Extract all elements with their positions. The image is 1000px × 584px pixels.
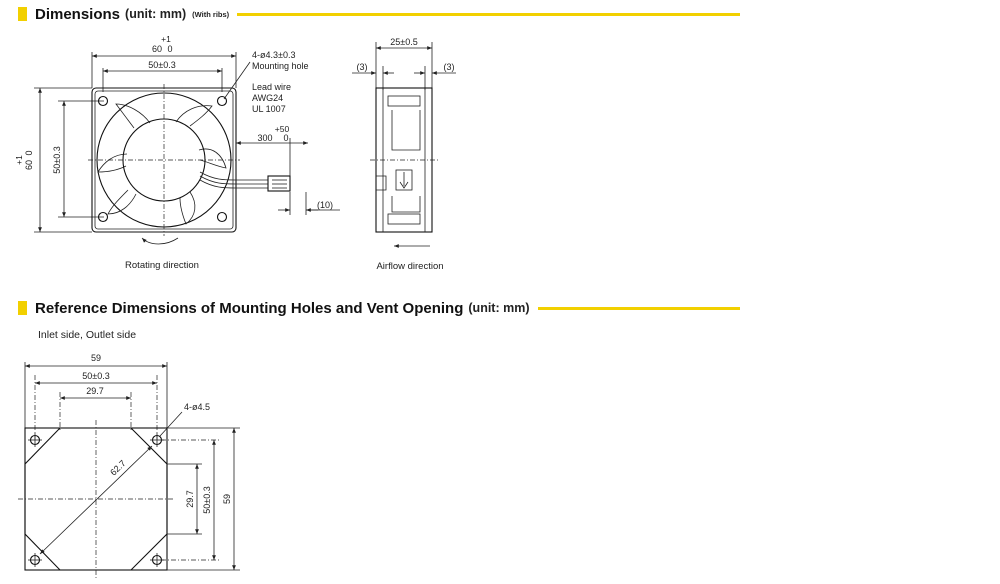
fan-blades xyxy=(98,104,226,224)
dim-depth: 25±0.5 xyxy=(390,37,418,47)
lead-length: 300 xyxy=(257,133,273,143)
dim-top-inner: 50±0.3 xyxy=(148,60,176,70)
dim-right: (3) xyxy=(443,62,455,72)
dim-left-tol-plus: +1 xyxy=(14,155,24,165)
dim-diag: 62.7 xyxy=(108,458,128,478)
dim-overall-h: 59 xyxy=(222,493,232,505)
front-caption: Rotating direction xyxy=(125,260,199,271)
section-unit: (unit: mm) xyxy=(468,301,530,315)
section-title: Dimensions xyxy=(35,5,121,23)
dim-holes: 4-ø4.5 xyxy=(184,402,211,412)
fan-front-view xyxy=(14,34,340,271)
dim-left: (3) xyxy=(356,62,368,72)
rotation-arrow xyxy=(142,238,178,244)
lead-line2: AWG24 xyxy=(252,93,284,103)
reference-subtitle: Inlet side, Outlet side xyxy=(38,329,137,341)
mounting-hole xyxy=(218,213,227,222)
section-note: (With ribs) xyxy=(192,9,230,19)
dim-left-tol-minus: 0 xyxy=(24,150,34,156)
dim-vent-h: 29.7 xyxy=(185,490,195,508)
hole-note-line1: 4-ø4.3±0.3 xyxy=(252,50,296,60)
dim-vent-w: 29.7 xyxy=(86,386,104,396)
section-unit: (unit: mm) xyxy=(125,7,187,21)
dim-top-tol-minus: 0 xyxy=(167,44,173,54)
lead-connector xyxy=(268,176,290,191)
dim-pitch-h: 50±0.3 xyxy=(202,486,212,514)
lead-strip: (10) xyxy=(316,200,334,210)
reference-drawing xyxy=(18,353,240,578)
lead-tol-minus: 0 xyxy=(283,133,289,143)
dim-top-overall: 60 xyxy=(151,44,163,54)
lead-line1: Lead wire xyxy=(252,82,292,92)
dim-left-overall: 60 xyxy=(24,159,34,171)
section-title: Reference Dimensions of Mounting Holes and Vent Opening xyxy=(35,299,464,317)
dim-overall-w: 59 xyxy=(90,353,102,363)
dim-top-tol-plus: +1 xyxy=(161,34,171,44)
fan-frame xyxy=(92,88,236,232)
hole-note-line2: Mounting hole xyxy=(252,61,309,71)
side-caption: Airflow direction xyxy=(376,261,444,272)
fan-side-view xyxy=(352,37,456,272)
dim-pitch-w: 50±0.3 xyxy=(82,371,110,381)
lead-tol-plus: +50 xyxy=(274,124,290,134)
lead-line3: UL 1007 xyxy=(252,104,286,114)
dim-left-inner: 50±0.3 xyxy=(52,146,62,174)
